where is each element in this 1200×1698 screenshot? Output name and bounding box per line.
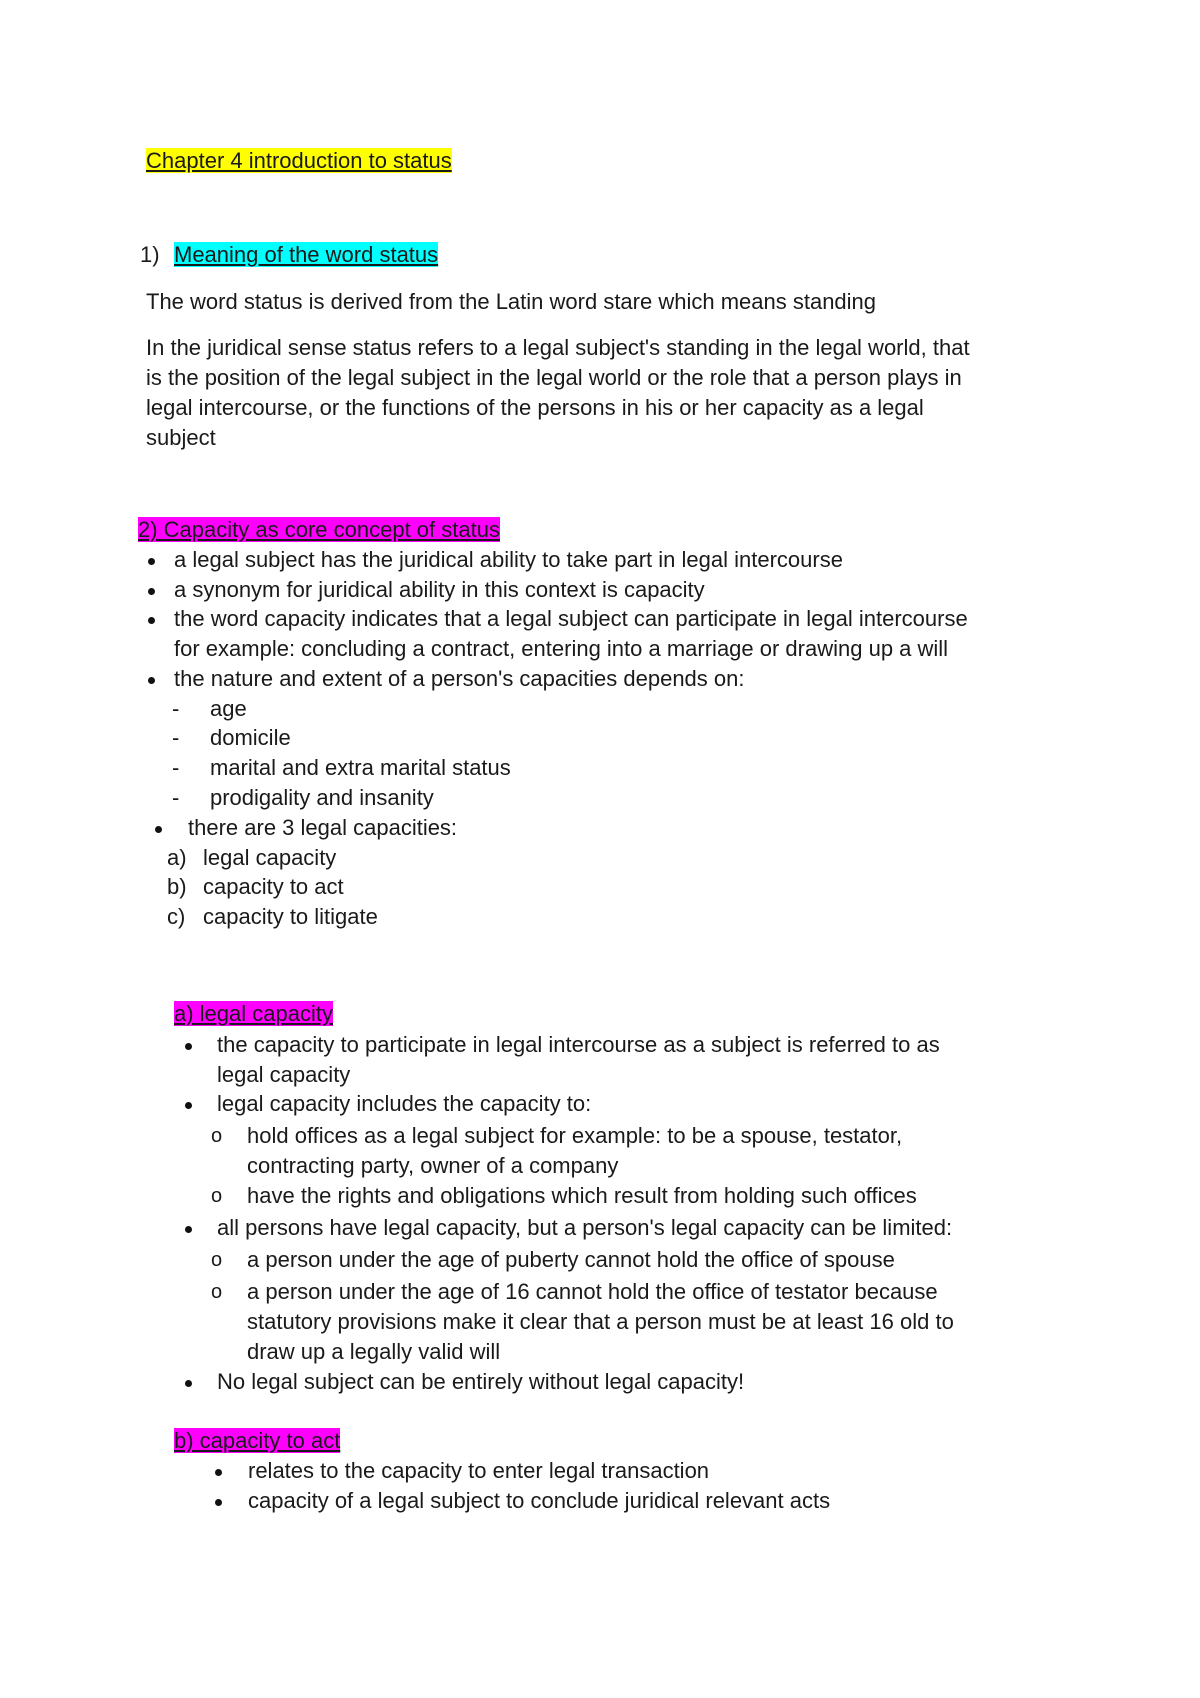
capacity-item: legal capacity: [203, 845, 337, 870]
dash-marker: -: [172, 785, 180, 810]
dash-marker: -: [172, 755, 180, 780]
dash-marker: -: [172, 725, 180, 750]
list-item-continuation: for example: concluding a contract, entering into a marriage or drawing up a will: [174, 636, 949, 661]
sub-list-item: a person under the age of puberty cannot hold the office of spouse: [247, 1247, 895, 1272]
bullet-icon: [148, 588, 155, 595]
sub-list-item-continuation: contracting party, owner of a company: [247, 1153, 619, 1178]
circle-bullet-icon: o: [211, 1249, 223, 1271]
list-item: a synonym for juridical ability in this context is capacity: [174, 577, 705, 602]
bullet-icon: [185, 1226, 192, 1233]
sub-list-item: have the rights and obligations which result from holding such offices: [247, 1183, 917, 1208]
capacity-item: capacity to litigate: [203, 904, 378, 929]
sub-list-item-domicile: domicile: [210, 725, 291, 750]
bullet-icon: [148, 677, 155, 684]
paragraph-juridical-line-1: In the juridical sense status refers to a legal subject's standing in the legal world, that: [146, 335, 970, 360]
dash-marker: -: [172, 696, 180, 721]
paragraph-status-derivation: The word status is derived from the Latin word stare which means standing: [146, 289, 877, 314]
sub-list-item-prodigality: prodigality and insanity: [210, 785, 434, 810]
sub-list-item-marital: marital and extra marital status: [210, 755, 511, 780]
bullet-icon: [185, 1043, 192, 1050]
bullet-icon: [185, 1102, 192, 1109]
list-item: the capacity to participate in legal intercourse as a subject is referred to as: [217, 1032, 940, 1057]
circle-bullet-icon: o: [211, 1125, 223, 1147]
bullet-icon: [148, 558, 155, 565]
paragraph-juridical-line-2: is the position of the legal subject in the legal world or the role that a person plays in: [146, 365, 962, 390]
section-2-heading: 2) Capacity as core concept of status: [138, 517, 500, 542]
sub-list-item: a person under the age of 16 cannot hold the office of testator because: [247, 1279, 938, 1304]
list-item: legal capacity includes the capacity to:: [217, 1091, 592, 1116]
chapter-title: Chapter 4 introduction to status: [146, 148, 452, 173]
bullet-icon: [155, 826, 162, 833]
bullet-icon: [148, 617, 155, 624]
list-item: all persons have legal capacity, but a person's legal capacity can be limited:: [217, 1215, 953, 1240]
circle-bullet-icon: o: [211, 1185, 223, 1207]
list-item: No legal subject can be entirely without legal capacity!: [217, 1369, 745, 1394]
sub-list-item-continuation: draw up a legally valid will: [247, 1339, 501, 1364]
sub-list-item: hold offices as a legal subject for example: to be a spouse, testator,: [247, 1123, 903, 1148]
bullet-icon: [215, 1499, 222, 1506]
paragraph-juridical-line-4: subject: [146, 425, 216, 450]
list-item: the word capacity indicates that a legal subject can participate in legal intercourse: [174, 606, 968, 631]
capacity-item: capacity to act: [203, 874, 344, 899]
letter-marker: b): [167, 874, 187, 899]
bullet-icon: [185, 1380, 192, 1387]
list-item: the nature and extent of a person's capacities depends on:: [174, 666, 745, 691]
list-item-continuation: legal capacity: [217, 1062, 351, 1087]
list-item: relates to the capacity to enter legal transaction: [248, 1458, 710, 1483]
bullet-icon: [215, 1469, 222, 1476]
letter-marker: a): [167, 845, 187, 870]
section-1-heading: Meaning of the word status: [174, 242, 439, 267]
subsection-b-heading: b) capacity to act: [174, 1428, 341, 1453]
paragraph-juridical-line-3: legal intercourse, or the functions of the persons in his or her capacity as a legal: [146, 395, 924, 420]
subsection-a-heading: a) legal capacity: [174, 1001, 333, 1026]
section-1-number: 1): [140, 242, 160, 267]
list-item: there are 3 legal capacities:: [188, 815, 458, 840]
circle-bullet-icon: o: [211, 1281, 223, 1303]
letter-marker: c): [167, 904, 186, 929]
sub-list-item-continuation: statutory provisions make it clear that a person must be at least 16 old to: [247, 1309, 954, 1334]
sub-list-item-age: age: [210, 696, 247, 721]
list-item: capacity of a legal subject to conclude juridical relevant acts: [248, 1488, 831, 1513]
list-item: a legal subject has the juridical ability to take part in legal intercourse: [174, 547, 843, 572]
